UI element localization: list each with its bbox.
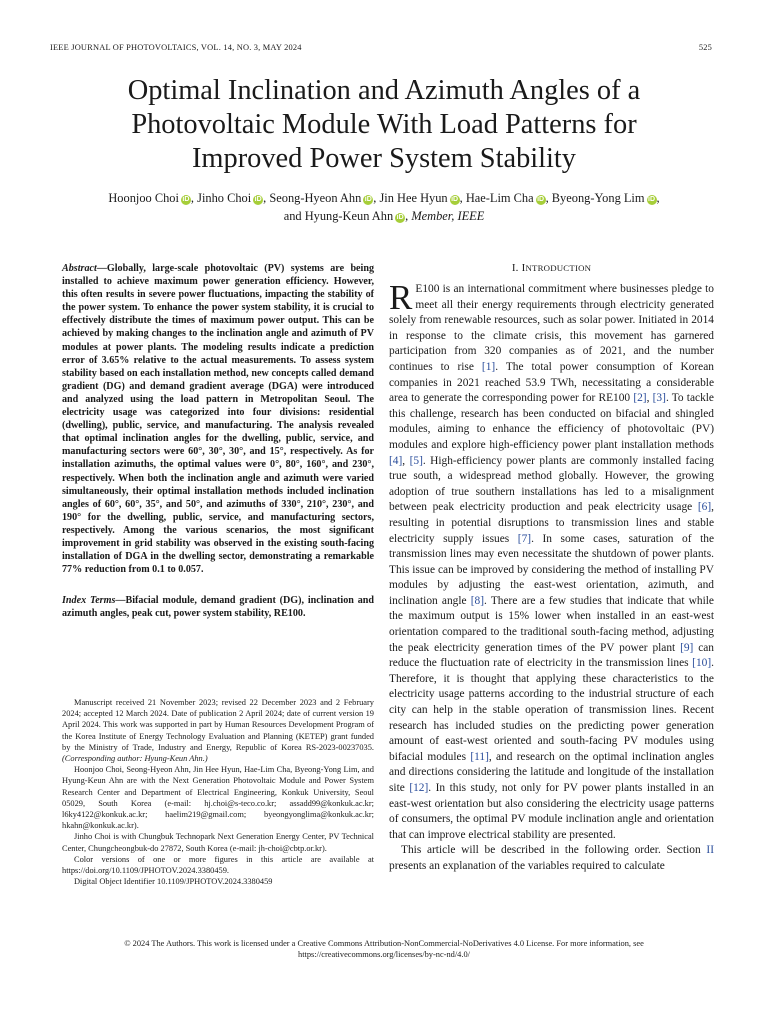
license-notice [40,938,728,960]
title-line: Photovoltaic Module With Load Patterns for [131,109,637,140]
citation-link[interactable]: [11] [470,750,489,763]
section-heading: I. INTRODUCTION [511,262,592,274]
abstract-text: —Globally, large-scale photovoltaic (PV) systems are being installed to achieve maximum power generation efficiency. However, this often results in severe power fluctuations, impacting the stability of the power system. To enhance the power system stability, it is crucial to effectively distribute the times of maximum power output. This can be achieved by making changes to the inclination angle and azimuth of PV modules at power plants. The modeling results indicate a prediction error of 3.65% relative to the actual measurements. To assess system stability based on each installation method, new concepts called demand gradient (DG) and demand gradient average (DGA) were introduced and analyzed using the load pattern in Metropolitan Seoul. The electricity usage was categorized into four divisions: residential (dwelling), public, service, and manufacturing. The analysis revealed that optimal inclination angles for the dwelling, public, service, and manufacturing sectors were 60°, 30°, 30°, and 15°, respectively. As for installation azimuths, the optimal values were 0°, 80°, 160°, and 230°, respectively. When both the inclination angle and azimuth were varied simultaneously, their optimal installation methods included inclination angles of 60°, 60°, 35°, and 50°, and azimuths of 330°, 210°, 230°, and 190° for the dwelling, public, service, and manufacturing sectors, respectively. Among the various scenarios, the most significant improvement in grid stability was observed in the existing south-facing installation of DGA in the dwelling sector, demonstrating a remarkable 77% reduction from 0.1 to 0.057. [62,263,374,576]
footnote-color: Color versions of one or more figures in this article are available at https://doi.org/10.1109/JPHOTOV.2024.3380459. [62,854,374,876]
license-url[interactable]: https://creativecommons.org/licenses/by-nc-nd/4.0/ [298,950,470,959]
orcid-icon[interactable]: iD [182,196,190,203]
title-line: Improved Power System Stability [191,143,577,174]
intro-paragraph: This article will be described in the following order. Section II presents an explanation of the variables required to calculate [389,844,714,872]
orcid-icon[interactable]: iD [537,196,545,203]
citation-link[interactable]: [8] [470,594,485,607]
footnote-affiliation: Hoonjoo Choi, Seong-Hyeon Ahn, Jin Hee Hyun, Hae-Lim Cha, Byeong-Yong Lim, and Hyung-Keun Ahn are with the Next Generation Photovoltaic Module and Power System Research Center and Department of Electrical Engineering, Konkuk University, Seoul 05029, South Korea (e-mail: hj.choi@s-teco.co.kr; assadd99@konkuk.ac.kr; l6ky4122@konkuk.ac.kr; haelim219@gmail.com; byeongyonglima@konkuk.ac.kr; hkahn@konkuk.ac.kr). [62,765,374,831]
citation-link[interactable]: [5] [409,454,423,467]
author-list [40,189,728,225]
citation-link[interactable]: [7] [517,532,532,545]
orcid-icon[interactable]: iD [396,214,404,221]
index-terms-lead: Index Terms [62,595,116,606]
author-line-2: and Hyung-Keun Ahn iD , Member, IEEE [283,209,485,223]
author-name: Jin Hee Hyun [379,191,448,205]
journal-header: IEEE JOURNAL OF PHOTOVOLTAICS, VOL. 14, NO. 3, MAY 2024 [50,43,302,52]
footnotes [62,697,374,887]
author-name: Byeong-Yong Lim [551,191,645,205]
citation-link[interactable]: [6] [697,501,712,514]
citation-link[interactable]: [12] [409,782,429,794]
index-terms-text: —Bifacial module, demand gradient (DG), inclination and azimuth angles, peak cut, power system stability, RE100. [62,595,374,620]
citation-link[interactable]: [2] [633,392,647,405]
citation-link[interactable]: [4] [389,454,403,467]
intro-paragraph: R E100 is an international commitment where businesses pledge to meet all their energy requirements through electricity generated solely from renewable resources, such as solar power. Initiated in 2014 in response to the climate crisis, this movement has garnered participation from 320 companies as of 2021, and the number continues to rise [1]. The total power consumption of Korean companies in 2021 reached 53.9 TWh, necessitating a considerable area to generate the corresponding power for RE100 [2], [3]. To tackle this challenge, research has been conducted on bifacial and shingled modules, aiming to enhance the efficiency of photovoltaic (PV) modules and explore high-efficiency power plant installation methods [4], [5]. High-efficiency power plants are commonly installed facing true south, a widespread method globally. However, the growing adoption of true southern installations has led to a misalignment between peak electricity production and peak electricity usage [6], resulting in potential disruptions to transmission lines and stable electricity supply issues [7]. In some cases, saturation of the transmission lines may even necessitate the shutdown of power plants. This issue can be improved by considering the method of installing PV modules by adjusting the east-west orientation, azimuth, and inclination angle [8]. There are a few studies that indicate that while the maximum output is 15% lower when installed in an east-west orientation compared to the traditional south-facing method, adjusting the peak electricity generation times of the PV power plant [9] can reduce the fluctuation rate of electricity in the transmission lines [10]. Therefore, it is thought that applying these characteristics to the electricity usage patterns according to the industrial structure of each city can help in the stable operation of transmission lines. Recent research has included studies on the predicting power generation amount of east-west oriented and south-facing PV modules using bifacial modules [11], and research on the optimal inclination angles and directions considering the latitude and longitude of the installation site [12]. In this study, not only for PV power plants installed in an east-west orientation but also considering the electricity usage patterns of consumers, the optimal PV module inclination angle and orientation that can improve electrical stability are presented. [389,278,715,841]
citation-link[interactable]: [10] [692,657,712,670]
citation-link[interactable]: [1] [481,360,496,373]
license-text: © 2024 The Authors. This work is licensed under a Creative Commons Attribution-NonCommercial-NoDerivatives 4.0 License. For more information, see [124,939,644,948]
corresponding-author: (Corresponding author: Hyung-Keun Ahn.) [62,754,208,764]
author-name: Seong-Hyeon Ahn [269,191,362,205]
citation-link[interactable]: [3] [652,392,666,405]
orcid-icon[interactable]: iD [254,196,262,203]
citation-link[interactable]: [9] [680,641,694,654]
author-name: Hoonjoo Choi [108,191,179,205]
index-terms [62,594,374,620]
footnote-received: Manuscript received 21 November 2023; revised 22 December 2023 and 2 February 2024; accepted 12 March 2024. Date of publication 2 April 2024; date of current version 19 April 2024. This work was supported in part by Human Resources Development Program of the Korea Institute of Energy Technology Evaluation and Planning (KETEP) grant funded by the Ministry of Trade, Industry and Energy, Republic of Korea RS-2023-00237035. (Corresponding author: Hyung-Keun Ahn.) [62,698,374,764]
membership-label: Member, IEEE [411,209,485,223]
paper-title [40,74,728,176]
abstract [62,262,374,576]
title-line: Optimal Inclination and Azimuth Angles of a [127,75,641,106]
orcid-icon[interactable]: iD [648,196,656,203]
page-number: 525 [698,43,712,52]
author-name: Jinho Choi [197,191,252,205]
author-name: and Hyung-Keun Ahn [283,209,394,223]
footnote-affiliation: Jinho Choi is with Chungbuk Technopark Next Generation Energy Center, PV Technical Center, Chungcheongbuk-do 27872, South Korea (e-mail: jh-choi@cbtp.or.kr). [62,832,374,853]
section-link[interactable]: II [706,844,714,857]
author-name: Hae-Lim Cha [465,191,534,205]
abstract-lead: Abstract [62,263,97,274]
orcid-icon[interactable]: iD [451,196,459,203]
footnote-doi: Digital Object Identifier 10.1109/JPHOTOV.2024.3380459 [74,877,273,887]
author-line-1: Hoonjoo Choi iD , Jinho Choi iD , Seong-Hyeon Ahn iD , Jin Hee Hyun iD , Hae-Lim Cha iD , Byeong-Yong Lim iD , [108,191,660,205]
introduction-body [389,278,715,875]
orcid-icon[interactable]: iD [364,196,372,203]
drop-cap: R [389,278,413,317]
